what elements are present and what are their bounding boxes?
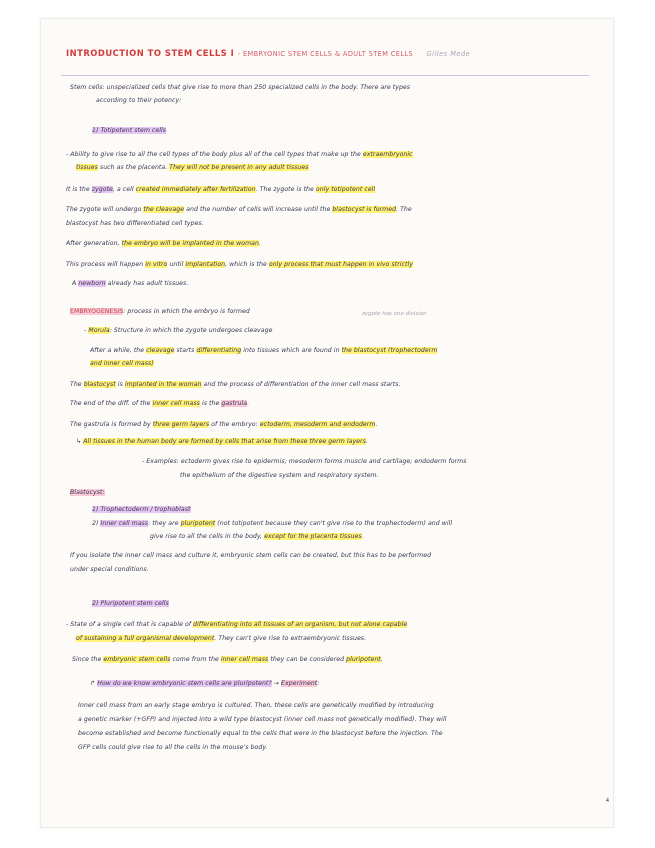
zygote-line: It is the zygote, a cell created immediately after fertilization. The zygote is the only totipotent cell — [66, 186, 376, 193]
page-number: 4 — [605, 798, 609, 804]
title-subtitle: - EMBRYONIC STEM CELLS & ADULT STEM CELLS — [237, 50, 414, 58]
section-1-heading: 1) Totipotent stem cells — [92, 127, 167, 134]
page-title — [66, 48, 470, 58]
title-aside: Gilles Mede — [426, 50, 471, 58]
experiment-line-3: become established and become functionally equal to the cells that were in the blastocyst before the injection. The — [78, 730, 443, 737]
title-main: INTRODUCTION TO STEM CELLS I — [66, 48, 235, 58]
implant-line: After generation, the embryo will be implanted in the woman. — [66, 240, 261, 247]
isolation-line-1: If you isolate the inner cell mass and culture it, embryonic stem cells can be created, but this has to be performed — [70, 552, 432, 559]
totipotent-def-line-2: tissues such as the placenta. They will not be present in any adult tissues — [76, 164, 309, 171]
morula-line: - Morula: Structure in which the zygote undergoes cleavage — [84, 327, 273, 334]
experiment-line-2: a genetic marker (+GFP) and injected into a wild type blastocyst (inner cell mass not genetically modified). They will — [78, 716, 447, 723]
differentiation-line-1: After a while, the cleavage starts differentiating into tissues which are found in the blastocyst (trophectoderm — [90, 347, 438, 354]
examples-line-2: the epithelium of the digestive system and respiratory system. — [180, 472, 379, 479]
blastocyst-item-1: 1) Trophectoderm / trophoblast — [92, 506, 191, 513]
totipotent-def-line-1: - Ability to give rise to all the cell types of the body plus all of the cell types that make up the extraembryonic — [66, 151, 413, 158]
examples-line-1: - Examples: ectoderm gives rise to epidermis; mesoderm forms muscle and cartilage; endoderm forms — [142, 458, 467, 465]
cleavage-line-2: blastocyst has two differentiated cell types. — [66, 220, 204, 227]
blastocyst-item-2-line-2: give rise to all the cells in the body, except for the placenta tissues. — [150, 533, 364, 540]
in-vitro-line: This process will happen in vitro until implantation, which is the only process that must happen in vivo strictly — [66, 261, 413, 268]
newborn-line: A newborn already has adult tissues. — [72, 280, 189, 287]
section-2-heading: 2) Pluripotent stem cells — [92, 600, 169, 607]
experiment-line-1: Inner cell mass from an early stage embryo is cultured. Then, these cells are genetically modified by introducing — [78, 702, 434, 709]
intro-line-1: Stem cells: unspecialized cells that give rise to more than 250 specialized cells in the body. There are types — [70, 84, 411, 91]
differentiation-line-2: and inner cell mass) — [90, 360, 154, 367]
pluripotent-def-line-2: of sustaining a full organismal development. They can't give rise to extraembryonic tissues. — [76, 635, 367, 642]
isolation-line-2: under special conditions. — [70, 566, 149, 573]
blastocyst-label: Blastocyst: — [70, 489, 105, 496]
intro-line-2: according to their potency: — [96, 97, 182, 104]
blastocyst-item-2-line-1: 2) Inner cell mass: they are pluripotent (not totipotent because they can't give rise to the trophectoderm) and will — [92, 520, 453, 527]
embryonic-pluripotent-line: Since the embryonic stem cells come from the inner cell mass they can be considered pluripotent. — [72, 656, 383, 663]
embryogenesis-aside: zygote has one division — [362, 311, 427, 317]
embryogenesis-line: EMBRYOGENESIS: process in which the embryo is formed — [70, 308, 250, 315]
gastrula-line: The end of the diff. of the inner cell mass is the gastrula. — [70, 400, 250, 407]
germ-layers-line: The gastrula is formed by three germ layers of the embryo: ectoderm, mesoderm and endoderm. — [70, 421, 378, 428]
header-rule — [61, 75, 589, 76]
question-line: ↱ How do we know embryonic stem cells are pluripotent? → Experiment: — [90, 680, 320, 687]
experiment-line-4: GFP cells could give rise to all the cells in the mouse's body. — [78, 744, 268, 751]
all-tissues-line: ↳ All tissues in the human body are formed by cells that arise from these three germ layers. — [76, 438, 368, 445]
cleavage-line-1: The zygote will undergo the cleavage and the number of cells will increase until the blastocyst is formed. The — [66, 206, 412, 213]
pluripotent-def-line-1: - State of a single cell that is capable of differentiating into all tissues of an organism, but not alone capable — [66, 621, 408, 628]
blastocyst-implant-line: The blastocyst is implanted in the woman and the process of differentiation of the inner cell mass starts. — [70, 381, 401, 388]
